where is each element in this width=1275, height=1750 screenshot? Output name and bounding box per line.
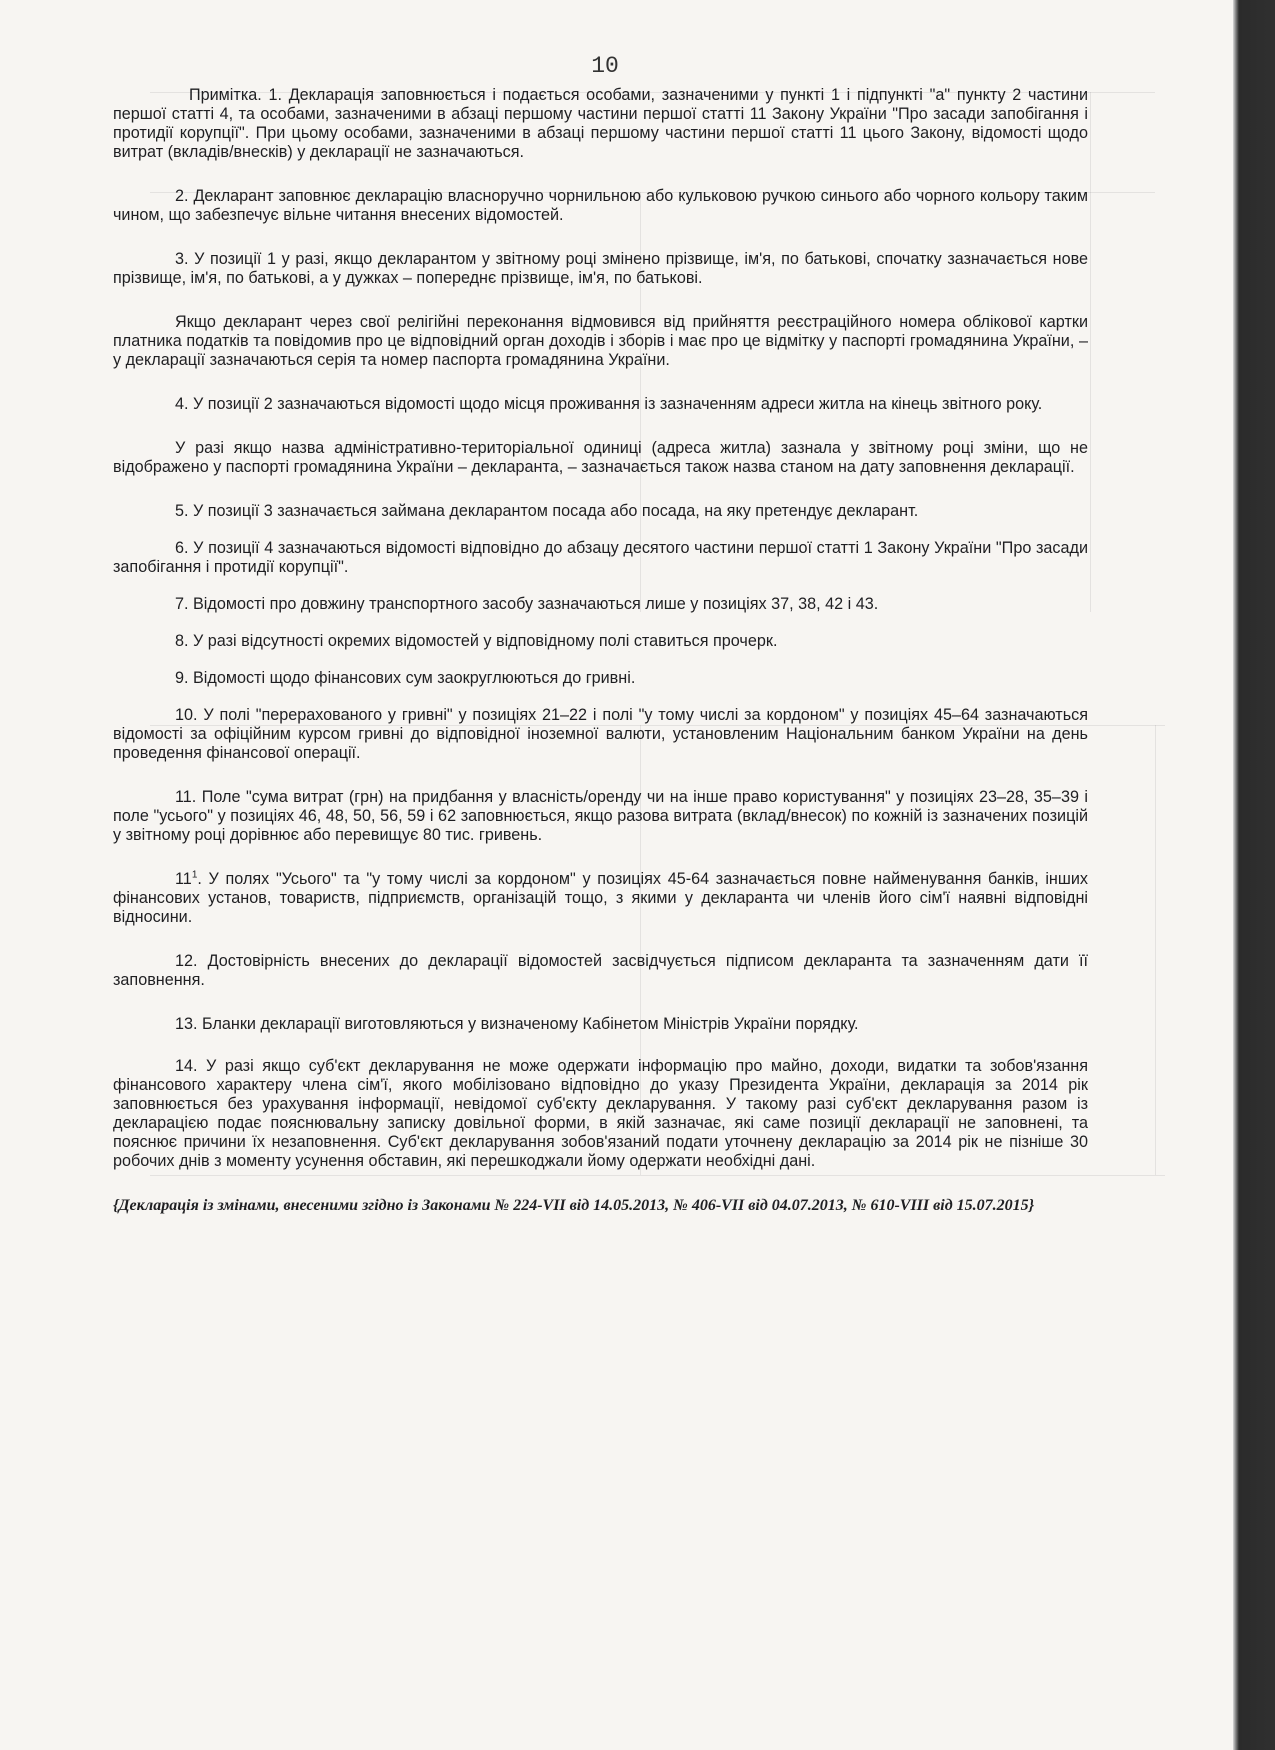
paragraph-11-1-superscript: 1	[191, 869, 198, 881]
paragraph-4-address: У разі якщо назва адміністративно-територіальної одиниці (адреса житла) зазнала у звітному році зміни, що не відображено у паспорті громадянина України – декларанта, – зазначається також назва станом на дату заповнення декларації.	[113, 439, 1088, 476]
amendment-note: {Декларація із змінами, внесеними згідно із Законами № 224-VII від 14.05.2013, № 406-VII від 04.07.2013, № 610-VIII від 15.07.2015}	[113, 1197, 1035, 1214]
paragraph-2: 2. Декларант заповнює декларацію власноручно чорнильною або кульковою ручкою синього або чорного кольору таким чином, що забезпечує вільне читання внесених відомостей.	[113, 187, 1088, 224]
scanner-edge	[1233, 0, 1275, 1750]
paragraph-11-1-number: 11	[175, 870, 192, 888]
paragraph-4: 4. У позиції 2 зазначаються відомості щодо місця проживання із зазначенням адреси житла на кінець звітного року.	[175, 395, 1043, 413]
paragraph-note-1: Примітка. 1. Декларація заповнюється і подається особами, зазначеними у пункті 1 і підпункті "а" пункту 2 частини першої статті 4, та особами, зазначеними в абзаці першому частини першої статті 11 Закону України "Про засади запобігання і протидії корупції". При цьому особами, зазначеними в абзаці першому частини першої статті 11 цього Закону, відомості щодо витрат (вкладів/внесків) у декларації не зазначаються.	[113, 86, 1088, 161]
paragraph-6: 6. У позиції 4 зазначаються відомості відповідно до абзацу десятого частини першої статті 1 Закону України "Про засади запобігання і протидії корупції".	[113, 539, 1088, 576]
paragraph-13: 13. Бланки декларації виготовляються у визначеному Кабінетом Міністрів України порядку.	[175, 1015, 859, 1033]
paragraph-11-1-text: . У полях "Усього" та "у тому числі за кордоном" у позиціях 45-64 зазначається повне найменування банків, інших фінансових установ, товариств, підприємств, організацій тощо, з якими у декларанта чи членів його сім'ї наявні відповідні відносини.	[113, 870, 1088, 926]
paragraph-11: 11. Поле "сума витрат (грн) на придбання у власність/оренду чи на інше право користування" у позиціях 23–28, 35–39 і поле "усього" у позиціях 46, 48, 50, 56, 59 і 62 заповнюється, якщо разова витрата (вклад/внесок) по кожній із зазначених позицій у звітному році дорівнює або перевищує 80 тис. гривень.	[113, 788, 1088, 844]
paragraph-8: 8. У разі відсутності окремих відомостей у відповідному полі ставиться прочерк.	[175, 632, 778, 650]
paragraph-3-religious: Якщо декларант через свої релігійні переконання відмовився від прийняття реєстраційного номера облікової картки платника податків та повідомив про це відповідний орган доходів і зборів і має про це відмітку у паспорті громадянина України, – у декларації зазначаються серія та номер паспорта громадянина України.	[113, 313, 1088, 369]
paragraph-9: 9. Відомості щодо фінансових сум заокруглюються до гривні.	[175, 669, 636, 687]
paragraph-12: 12. Достовірність внесених до декларації відомостей засвідчується підписом декларанта та зазначенням дати її заповнення.	[113, 952, 1088, 989]
paragraph-10: 10. У полі "перерахованого у гривні" у позиціях 21–22 і полі "у тому числі за кордоном" у позиціях 45–64 зазначаються відомості за офіційним курсом гривні до відповідної іноземної валюти, установленим Національним банком України на день проведення фінансової операції.	[113, 706, 1088, 762]
paragraph-5: 5. У позиції 3 зазначається займана декларантом посада або посада, на яку претендує декларант.	[175, 502, 919, 520]
document-body	[113, 86, 1088, 1241]
paragraph-3: 3. У позиції 1 у разі, якщо декларантом у звітному році змінено прізвище, ім'я, по батькові, спочатку зазначається нове прізвище, ім'я, по батькові, а у дужках – попереднє прізвище, ім'я, по батькові.	[113, 250, 1088, 287]
paragraph-14: 14. У разі якщо суб'єкт декларування не може одержати інформацію про майно, доходи, видатки та зобов'язання фінансового характеру члена сім'ї, якого мобілізовано відповідно до указу Президента України, декларація за 2014 рік заповнюється без урахування інформації, невідомої суб'єкту декларування. У такому разі суб'єкт декларування разом із декларацією подає пояснювальну записку довільної форми, в якій зазначає, які саме позиції декларації не заповнені, та пояснює причини їх незаповнення. Суб'єкт декларування зобов'язаний подати уточнену декларацію за 2014 рік не пізніше 30 робочих днів з моменту усунення обставин, які перешкоджали йому одержати необхідні дані.	[113, 1057, 1088, 1170]
page-number: 10	[591, 53, 619, 79]
paragraph-11-1	[113, 870, 1088, 927]
paragraph-7: 7. Відомості про довжину транспортного засобу зазначаються лише у позиціях 37, 38, 42 і 43.	[175, 595, 879, 613]
